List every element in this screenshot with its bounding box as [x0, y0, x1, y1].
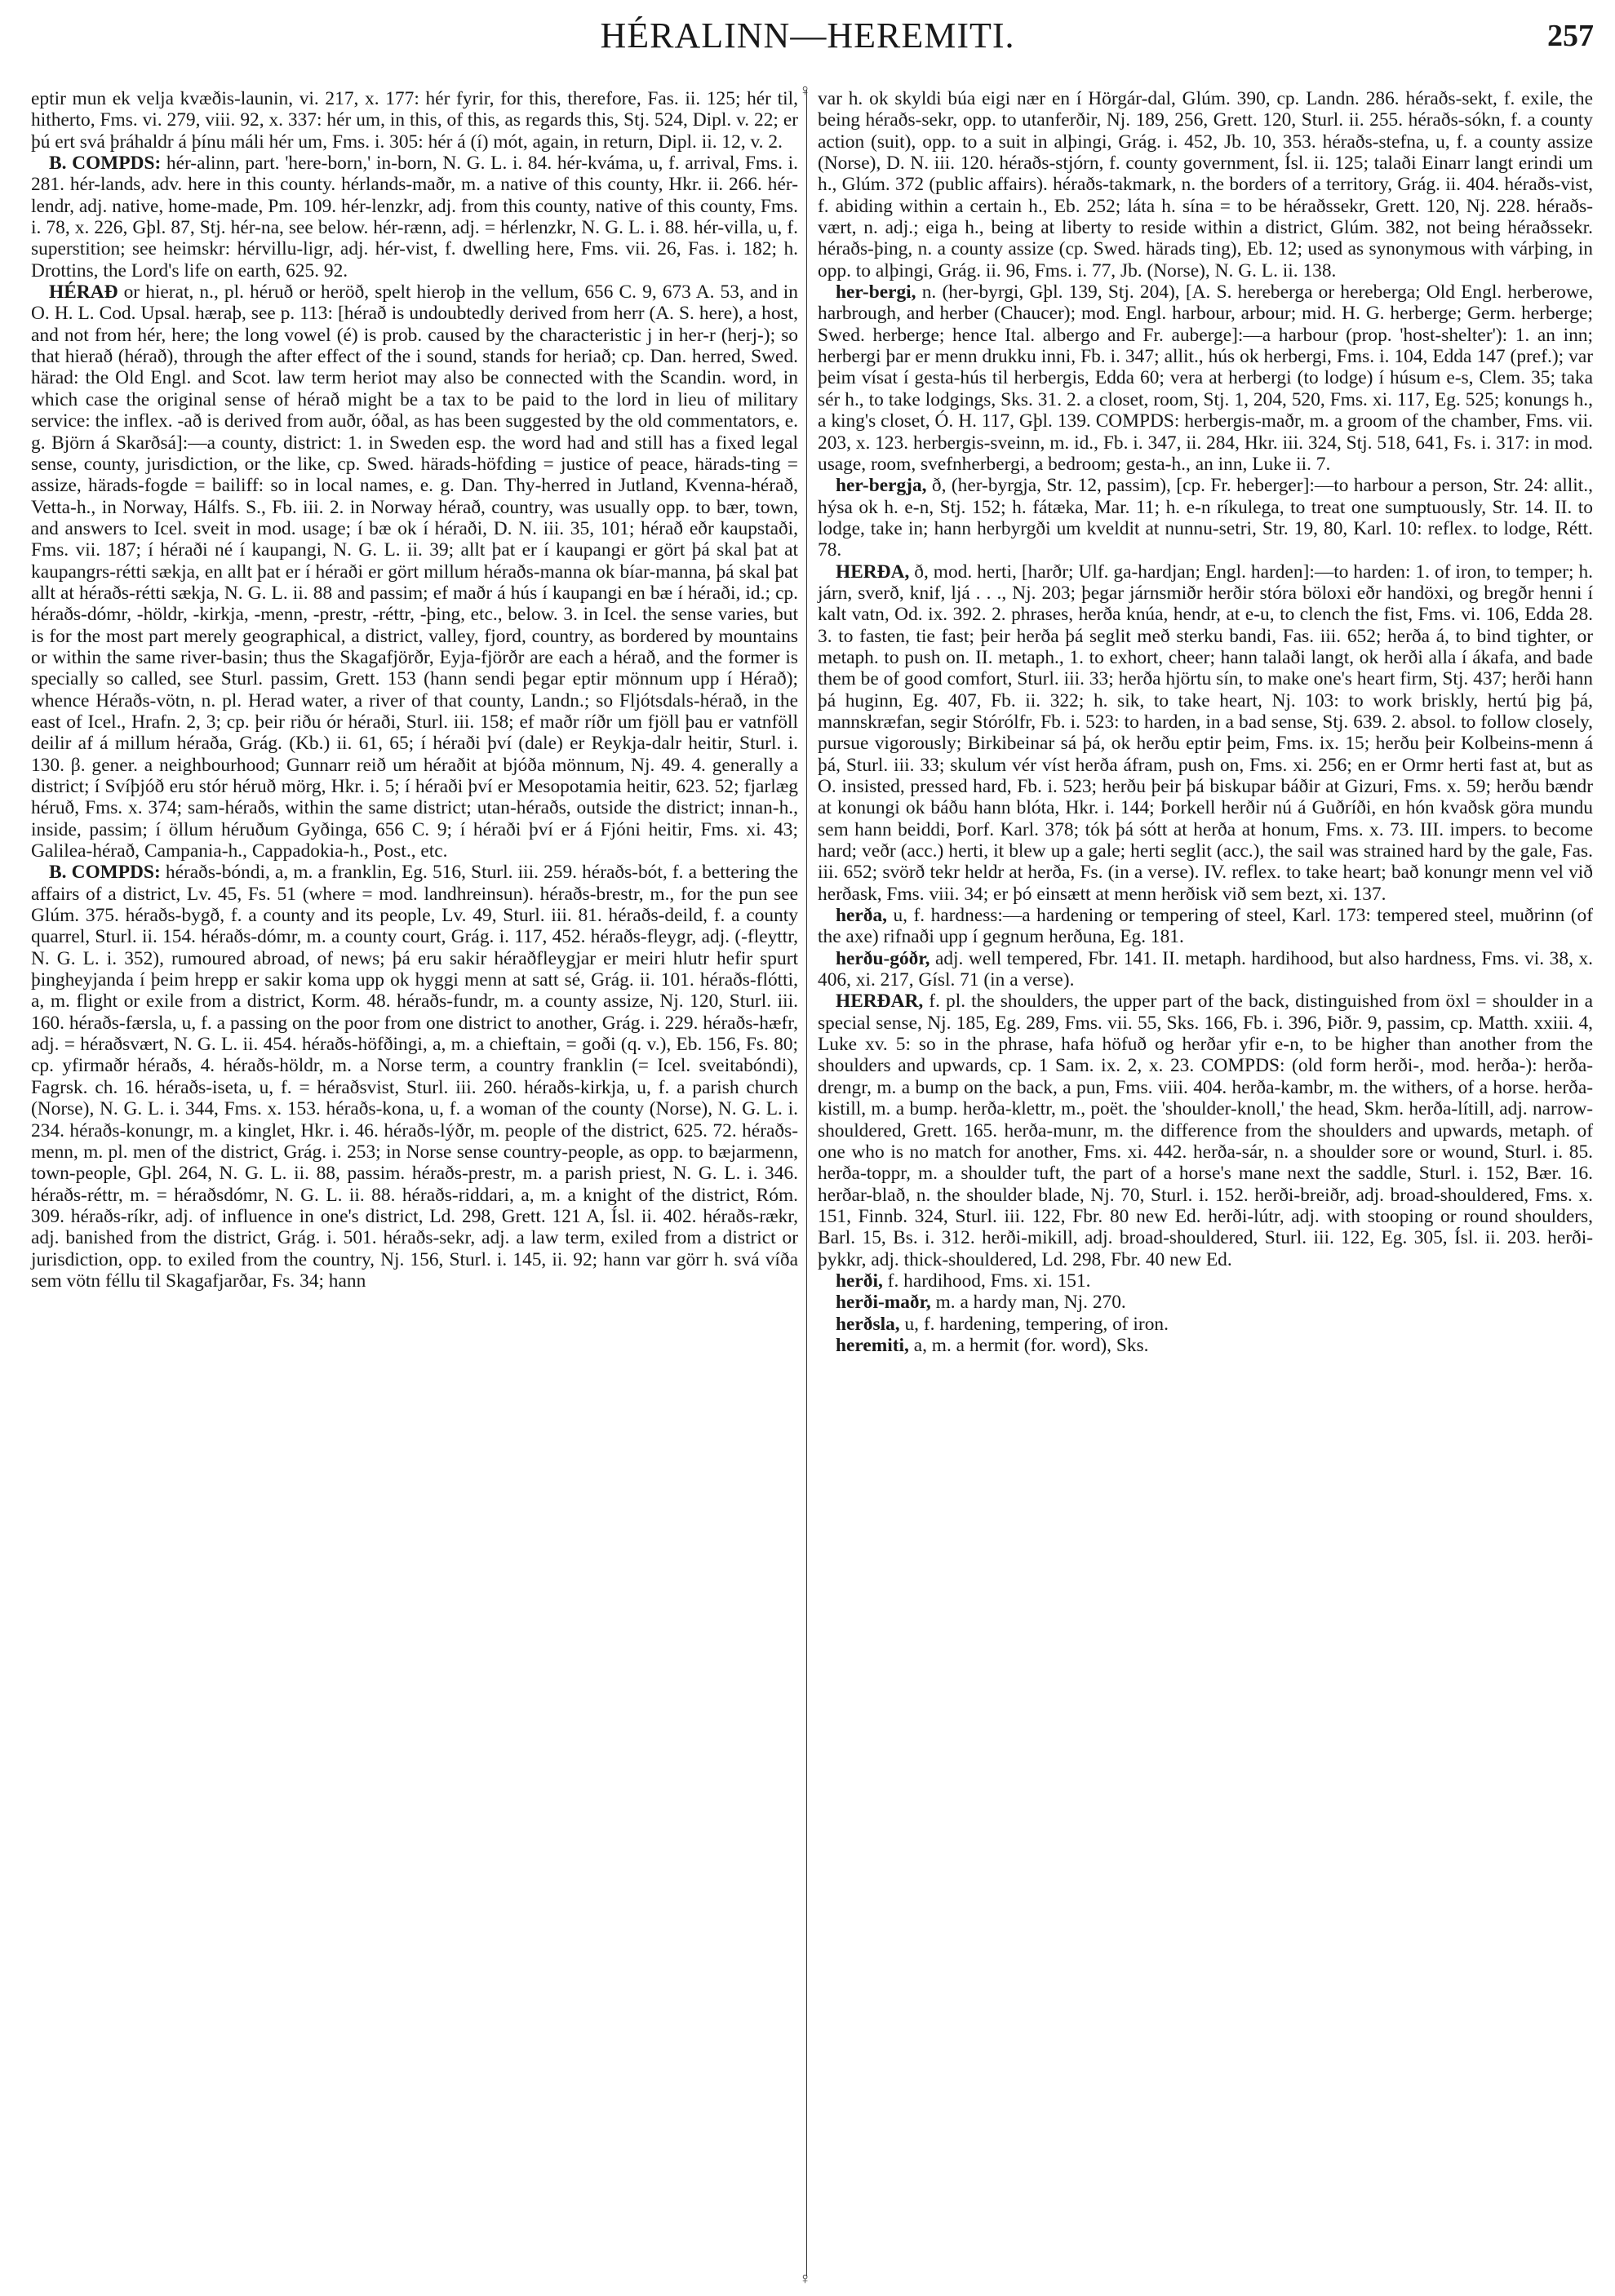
- dictionary-entry: [31, 862, 798, 1292]
- page-number: 257: [1547, 19, 1594, 53]
- entry-headword: herðu-góðr,: [836, 947, 930, 969]
- entry-text: ð, mod. herti, [harðr; Ulf. ga-hardjan; Engl. harden]:—to harden: 1. of iron, to temper; h. járn, sverð, knif, ljá . . ., Nj. 203; þegar járnsmiðr herðir stóra böloxi eðr handöxi, og bregðr henni í kalt vatn, Od. ix. 392. 2. phrases, herða knúa, hendr, at e-u, to clench the fist, Fms. vi. 106, Edda 28. 3. to fasten, tie fast; þeir herða þá seglit með sterku bandi, Fas. iii. 652; herða á, to bind tighter, or metaph. to push on. II. metaph., 1. to exhort, cheer; hann talaði langt, ok herði alla í ákafa, and bade them be of good comfort, Sturl. iii. 33; herða hjörtu sín, to make one's heart firm, Stj. 437; herði hann þá huginn, Eg. 407, Fb. ii. 322; h. sik, to take heart, Nj. 103: to work briskly, hertú þig þá, mannskræfan, segir Stórólfr, Fb. i. 523: to harden, in a bad sense, Stj. 639. 2. absol. to follow closely, pursue vigorously; Birkibeinar sá þá, ok herðu eptir þeim, Fms. ix. 15; herðu þeir Kolbeins-menn á þá, Sturl. iii. 33; skulum vér víst herða áfram, push on, Fms. xi. 256; en er Ormr herti fast at, but as O. insisted, pressed hard, Fb. i. 523; herðu þeir þá biskupar báðir at Gizuri, Fms. x. 59; herðu bændr at konungi ok báðu hann blóta, Hkr. i. 144; Þorkell herðir nú á Guðríði, en hón kvaðsk göra mundu sem hann beiddi, Þorf. Karl. 378; tók þá sótt at herða at honum, Fms. x. 73. III. impers. to become hard; veðr (acc.) herti, it blew up a gale; herti seglit (acc.), the sail was strained hard by the gale, Fas. iii. 652; svörð tekr heldr at herða, Fs. (in a verse). IV. reflex. to take heart; bað konungr menn vel við herðask, Fms. viii. 34; er þó einsætt at menn herðisk við sem bezt, xi. 137.: [818, 561, 1593, 905]
- dictionary-entry: [818, 281, 1593, 475]
- entry-text: n. (her-byrgi, Gþl. 139, Stj. 204), [A. S. hereberga or hereberga; Old Engl. herberowe, harbrough, and herber (Chaucer); mod. Engl. harbour, arbour; mid. H. G. herberge; Germ. herberge; Swed. herberge; hence Ital. albergo and Fr. auberge]:—a harbour (prop. 'host-shelter'): 1. an inn; herbergi þar er menn drukku inni, Fb. i. 347; allit., hús ok herbergi, Fms. i. 104, Edda 147 (pref.); var þeim vísat í gesta-hús til herbergis, Edda 60; vera at herbergi (to lodge) í húsum e-s, Clem. 35; taka sér h., to take lodgings, Sks. 31. 2. a closet, room, Stj. 1, 204, 520, Fms. xi. 117, Eg. 525; konungs h., a king's closet, Ó. H. 117, Gþl. 139. COMPDS: herbergis-maðr, m. a groom of the chamber, Fms. vii. 203, x. 123. herbergis-sveinn, m. id., Fb. i. 347, ii. 284, Hkr. iii. 324, Stj. 518, 641, Fs. i. 317: in mod. usage, room, svefnherbergi, a bedroom; gesta-h., an inn, Luke ii. 7.: [818, 281, 1593, 475]
- entry-headword: heremiti,: [836, 1334, 909, 1356]
- entry-text: hér-alinn, part. 'here-born,' in-born, N. G. L. i. 84. hér-kváma, u, f. arrival, Fms. i. 281. hér-lands, adv. here in this county. hérlands-maðr, m. a native of this county, Hkr. ii. 266. hér-lendr, adj. native, home-made, Pm. 109. hér-lenzkr, adj. from this county, native of this county, Fms. i. 78, x. 226, Gþl. 87, Stj. hér-na, see below. hér-rænn, adj. = hérlenzkr, N. G. L. i. 88. hér-villa, u, f. superstition; see heimskr: hérvillu-ligr, adj. hér-vist, f. dwelling here, Fms. vii. 26, Fas. i. 182; h. Drottins, the Lord's life on earth, 625. 92.: [31, 153, 798, 281]
- entry-headword: herða,: [836, 905, 888, 927]
- divider-ornament-top-icon: ♀: [799, 82, 811, 100]
- dictionary-entry: [818, 561, 1593, 906]
- entry-text: u, f. hardness:—a hardening or tempering of steel, Karl. 173: tempered steel, muðrinn (of the axe) rifnaði upp í gegnum herðuna, Eg. 181.: [818, 905, 1593, 948]
- entry-headword: B. COMPDS:: [49, 862, 161, 884]
- entry-headword: herði,: [836, 1270, 883, 1292]
- entry-headword: HÉRAÐ: [49, 281, 118, 304]
- entry-headword: herðsla,: [836, 1313, 900, 1335]
- entry-headword: her-bergi,: [836, 281, 916, 304]
- entry-headword: HERÐAR,: [836, 991, 924, 1013]
- dictionary-entry: [818, 88, 1593, 281]
- column-divider: [806, 90, 807, 2276]
- left-column: [31, 88, 798, 1292]
- dictionary-entry: [818, 1314, 1593, 1335]
- dictionary-entry: [818, 905, 1593, 948]
- entry-text: eptir mun ek velja kvæðis-launin, vi. 217, x. 177: hér fyrir, for this, therefore, Fas. ii. 125; hér til, hitherto, Fms. vi. 279, viii. 92, x. 337: hér um, in this, of this, as regards this, Stj. 524, Dipl. v. 22; er þú ert svá þráhaldr á þínu máli hér um, Fms. i. 305: hér á (í) mót, again, in return, Dipl. ii. 12, v. 2.: [31, 88, 798, 153]
- dictionary-entry: [818, 991, 1593, 1270]
- dictionary-entry: [818, 1292, 1593, 1313]
- entry-text: m. a hardy man, Nj. 270.: [930, 1292, 1126, 1314]
- entry-text: f. hardihood, Fms. xi. 151.: [882, 1270, 1091, 1292]
- entry-text: adj. well tempered, Fbr. 141. II. metaph. hardihood, but also hardness, Fms. vi. 38, x. 406, xi. 217, Gísl. 71 (in a verse).: [818, 947, 1593, 991]
- entry-text: or hierat, n., pl. héruð or heröð, spelt hieroþ in the vellum, 656 C. 9, 673 A. 53, and in O. H. L. Cod. Upsal. hæraþ, see p. 113: [hérað is undoubtedly derived from herr (A. S. here), a host, and not from hér, here; the long vowel (é) is prob. caused by the characteristic j in her-r (herj-); so that hierað (hérað), through the after effect of the i sound, stands for heriað; cp. Dan. herred, Swed. härad: the Old Engl. and Scot. law term heriot may also be connected with the Scandin. word, in which case the original sense of hérað might be a tax to be paid to the lord in lieu of military service: the inflex. -að is derived from auðr, óðal, as has been suggested by the old commentators, e. g. Björn á Skarðsá]:—a county, district: 1. in Sweden esp. the word had and still has a fixed legal sense, county, jurisdiction, or the like, cp. Swed. härads-höfding = justice of peace, härads-ting = assize, härads-fogde = bailiff: so in local names, e. g. Dan. Thy-herred in Jutland, Kvenna-hérað, Vetta-h., in Norway, Hálfs. S., Fb. iii. 2. in Norway hérað, country, was usually opp. to bær, town, and answers to Icel. sveit in mod. usage; í bæ ok í héraði, D. N. iii. 35, 101; hérað eðr kaupstaði, Fms. vii. 187; í héraði né í kaupangi, N. G. L. ii. 39; allt þat er í kaupangi er gört þá skal þat at kaupangrs-rétti sækja, en allt þat er í héraði er gört millum héraðs-manna ok bíar-manna, þá skal þat allt at héraðs-rétti sækja, N. G. L. ii. 88 and passim; ef maðr á hús í kaupangi en bæ í héraði, id.; cp. héraðs-dómr, -höldr, -kirkja, -menn, -prestr, -réttr, -þing, etc., below. 3. in Icel. the sense varies, but is for the most part merely geographical, a district, valley, fjord, country, as bordered by mountains or within the same river-basin; thus the Skagafjörðr, Eyja-fjörðr are each a hérað, and the former is specially so called, see Sturl. passim, Grett. 153 (hann sendi þegar eptir mönnum upp í Hérað); whence Héraðs-vötn, n. pl. Herad water, a river of that county, Landn.; so Fljótsdals-hérað, in the east of Icel., Hrafn. 2, 3; cp. þeir riðu ór héraði, Sturl. iii. 158; ef maðr ríðr um fjöll þau er vatnföll deilir af á millum héraða, Grág. (Kb.) ii. 61, 65; í héraði því (dale) er Reykja-dalr heitir, Sturl. i. 130. β. gener. a neighbourhood; Gunnarr reið um héraðit at bjóða mönnum, Nj. 49. 4. generally a district; í Svíþjóð eru stór héruð mörg, Hkr. i. 5; í héraði því er Mesopotamia heitir, 623. 52; fjarlæg héruð, Fms. x. 374; sam-héraðs, within the same district; utan-héraðs, outside the district; innan-h., inside, passim; í öllum héruðum Gyðinga, 656 C. 9; í héraði því er á Fjóni heitir, Fms. xi. 43; Galilea-hérað, Campania-h., Cappadokia-h., Post., etc.: [31, 281, 798, 862]
- entry-headword: herði-maðr,: [836, 1292, 931, 1314]
- dictionary-entry: [818, 1270, 1593, 1292]
- entry-headword: her-bergja,: [836, 475, 927, 497]
- dictionary-entry: [31, 281, 798, 862]
- dictionary-entry: [31, 88, 798, 153]
- entry-text: f. pl. the shoulders, the upper part of the back, distinguished from öxl = shoulder in a special sense, Nj. 185, Eg. 289, Fms. vii. 55, Sks. 166, Fb. i. 396, Þiðr. 9, passim, cp. Matth. xxiii. 4, Luke xv. 5: so in the phrase, hafa höfuð og herðar yfir e-n, to be higher than another from the shoulders and upwards, cp. 1 Sam. ix. 2, x. 23. COMPDS: (old form herði-, mod. herða-): herða-drengr, m. a bump on the back, a pun, Fms. viii. 404. herða-kambr, m. the withers, of a horse. herða-kistill, m. a bump. herða-klettr, m., poët. the 'shoulder-knoll,' the head, Skm. herða-lítill, adj. narrow-shouldered, Grett. 165. herða-munr, m. the difference from the shoulders and upwards, metaph. of one who is no match for another, Fms. xi. 442. herða-sár, n. a shoulder sore or wound, Sturl. i. 85. herða-toppr, m. a shoulder tuft, the part of a horse's mane next the saddle, Sturl. i. 152, Bær. 16. herðar-blað, n. the shoulder blade, Nj. 70, Sturl. i. 152. herði-breiðr, adj. broad-shouldered, Fms. x. 151, Finnb. 324, Sturl. iii. 122, Fbr. 80 new Ed. herði-lútr, adj. with stooping or round shoulders, Barl. 15, Bs. i. 312. herði-mikill, adj. broad-shouldered, Sturl. iii. 122, Eg. 305, Ísl. ii. 203. herði-þykkr, adj. thick-shouldered, Ld. 298, Fbr. 40 new Ed.: [818, 991, 1593, 1270]
- entry-headword: HERÐA,: [836, 561, 910, 583]
- dictionary-entry: [31, 153, 798, 281]
- divider-ornament-bottom-icon: ♀: [799, 2270, 811, 2288]
- entry-headword: B. COMPDS:: [49, 153, 162, 175]
- dictionary-entry: [818, 1335, 1593, 1356]
- entry-text: u, f. hardening, tempering, of iron.: [899, 1313, 1169, 1335]
- dictionary-entry: [818, 948, 1593, 991]
- entry-text: a, m. a hermit (for. word), Sks.: [908, 1334, 1149, 1356]
- entry-text: var h. ok skyldi búa eigi nær en í Hörgár-dal, Glúm. 390, cp. Landn. 286. héraðs-sekt, f. exile, the being héraðs-sekr, opp. to utanferðir, Nj. 189, 256, Grett. 120, Sturl. ii. 255. héraðs-sókn, f. a county action (suit), opp. to a suit in alþingi, Grág. i. 452, Jb. 10, 353. héraðs-stefna, u, f. a county assize (Norse), D. N. iii. 120. héraðs-stjórn, f. county government, Ísl. ii. 125; talaði Einarr langt erindi um h., Glúm. 372 (public affairs). héraðs-takmark, n. the borders of a territory, Grág. ii. 404. héraðs-vist, f. abiding within a certain h., Eb. 252; láta h. sína = to be héraðssekr, Grett. 120, Nj. 228. héraðs-vært, n. adj.; eiga h., being at liberty to reside within a district, Glúm. 382, not being héraðssekr. héraðs-þing, n. a county assize (cp. Swed. härads ting), Eb. 12; used as synonymous with várþing, in opp. to alþingi, Grág. ii. 96, Fms. i. 77, Jb. (Norse), N. G. L. ii. 138.: [818, 88, 1593, 281]
- entry-text: héraðs-bóndi, a, m. a franklin, Eg. 516, Sturl. iii. 259. héraðs-bót, f. a bettering the affairs of a district, Lv. 45, Fs. 51 (where = mod. landhreinsun). héraðs-brestr, m., for the pun see Glúm. 375. héraðs-bygð, f. a county and its people, Lv. 49, Sturl. iii. 81. héraðs-deild, f. a county quarrel, Sturl. ii. 154. héraðs-dómr, m. a county court, Grág. i. 117, 452. héraðs-fleygr, adj. (-fleyttr, N. G. L. i. 352), rumoured abroad, of news; þá eru sakir héraðfleygjar er meiri hlutr hefir spurt þingheyjanda í þeim hrepp er sakir koma upp ok hyggi menn at satt sé, Grág. ii. 101. héraðs-flótti, a, m. flight or exile from a district, Korm. 48. héraðs-fundr, m. a county assize, Nj. 120, Sturl. iii. 160. héraðs-færsla, u, f. a passing on the poor from one district to another, Grág. i. 229. héraðs-hæfr, adj. = héraðsvært, N. G. L. ii. 454. héraðs-höfðingi, a, m. a chieftain, = goði (q. v.), Eb. 156, Fs. 80; cp. yfirmaðr héraðs, 4. héraðs-höldr, m. a Norse term, a country franklin (= Icel. sveitabóndi), Fagrsk. ch. 16. héraðs-iseta, u, f. = héraðsvist, Sturl. iii. 260. héraðs-kirkja, u, f. a parish church (Norse), N. G. L. i. 344, Fms. x. 153. héraðs-kona, u, f. a woman of the county (Norse), N. G. L. i. 234. héraðs-konungr, m. a kinglet, Hkr. i. 46. héraðs-lýðr, m. people of the district, 625. 72. héraðs-menn, m. pl. men of the district, Grág. i. 253; in Norse sense country-people, as opp. to bæjarmenn, town-people, Gþl. 264, N. G. L. ii. 88, passim. héraðs-prestr, m. a parish priest, N. G. L. i. 346. héraðs-réttr, m. = héraðsdómr, N. G. L. ii. 88. héraðs-riddari, a, m. a knight of the district, Róm. 309. héraðs-ríkr, adj. of influence in one's district, Ld. 298, Grett. 121 A, Ísl. ii. 402. héraðs-rækr, adj. banished from the district, Grág. i. 501. héraðs-sekr, adj. a law term, exiled from a district or jurisdiction, opp. to exiled from the country, Nj. 156, Sturl. i. 145, ii. 92; hann var görr h. svá víða sem vötn féllu til Skagafjarðar, Fs. 34; hann: [31, 862, 798, 1292]
- entry-text: ð, (her-byrgja, Str. 12, passim), [cp. Fr. heberger]:—to harbour a person, Str. 24: allit., hýsa ok h. e-n, Stj. 152; h. fátæka, Mar. 11; h. e-n ríkulega, to treat one sumptuously, Str. 14. II. to lodge, take in; hann herbyrgði um kveldit at nunnu-setri, Str. 19, 80, Karl. 10: reflex. to lodge, Rétt. 78.: [818, 475, 1593, 561]
- dictionary-entry: [818, 475, 1593, 561]
- page-header: [0, 15, 1615, 64]
- right-column: [818, 88, 1593, 1356]
- page-title: HÉRALINN—HEREMITI.: [600, 16, 1015, 55]
